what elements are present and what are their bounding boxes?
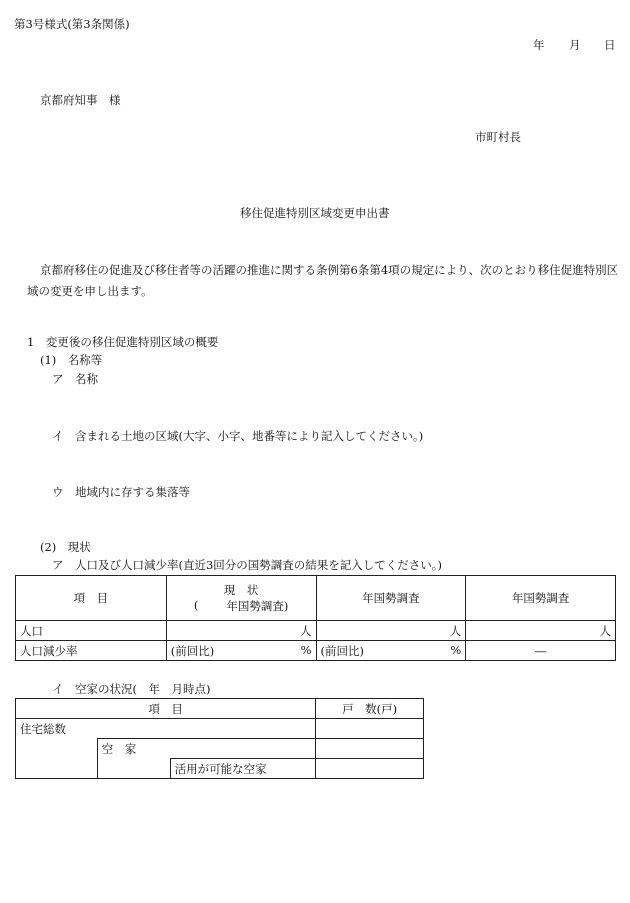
percent-unit: % [300, 642, 312, 657]
unit-person: 人 [166, 621, 316, 641]
vacant-house-table [15, 698, 424, 779]
prev-ratio-label: (前回比) [170, 643, 215, 658]
item-vacant-houses: イ 空家の状況( 年 月時点) [52, 682, 211, 696]
date-day: 日 [604, 38, 616, 52]
row-usable-label: 活用が可能な空家 [170, 759, 316, 779]
form-number: 第3号様式(第3条関係) [14, 17, 130, 31]
prev-ratio-label: (前回比) [320, 643, 364, 658]
table-row [16, 739, 424, 759]
count-cell [316, 739, 424, 759]
date-year: 年 [533, 38, 545, 52]
header-current-paren: ( [193, 598, 199, 612]
document-title: 移住促進特別区域変更申出書 [240, 206, 390, 220]
count-cell [316, 759, 424, 779]
table-row [16, 641, 616, 661]
section1-sub1: (1) 名称等 [40, 353, 103, 367]
header-item: 項 目 [16, 699, 316, 719]
row-population-label: 人口 [16, 621, 167, 641]
item-land-area: イ 含まれる土地の区域(大字、小字、地番等により記入してください。) [52, 429, 424, 443]
table-row [16, 719, 424, 739]
unit-person: 人 [466, 621, 616, 641]
item-name: ア 名称 [52, 372, 98, 386]
header-census-2: 年国勢調査 [466, 576, 616, 621]
table-row [16, 759, 424, 779]
header-census-1: 年国勢調査 [316, 576, 466, 621]
header-count: 戸 数(戸) [316, 699, 424, 719]
table-row [16, 621, 616, 641]
unit-person: 人 [316, 621, 466, 641]
item-settlements: ウ 地域内に存する集落等 [52, 485, 190, 499]
header-current-line1: 現 状 [223, 583, 259, 597]
count-cell [316, 719, 424, 739]
row-vacant-label: 空 家 [97, 739, 315, 759]
row-rate-label: 人口減少率 [16, 641, 167, 661]
header-item: 項 目 [16, 576, 167, 621]
item-population: ア 人口及び人口減少率(直近3回分の国勢調査の結果を記入してください。) [52, 558, 443, 572]
section1-sub2: (2) 現状 [40, 540, 91, 554]
population-table [15, 575, 616, 661]
row-total-label: 住宅総数 [16, 719, 316, 739]
date-month: 月 [569, 38, 581, 52]
percent-unit: % [450, 642, 462, 657]
header-current-line2: 年国勢調査) [226, 599, 289, 613]
body-text: 京都府移住の促進及び移住者等の活躍の推進に関する条例第6条第4項の規定により、次のとおり移住促進特別区域の変更を申し出ます。 [27, 263, 619, 298]
addressee: 京都府知事 様 [40, 93, 121, 107]
header-current [166, 576, 316, 621]
section1-heading: 1 変更後の移住促進特別区域の概要 [27, 335, 219, 349]
sender: 市町村長 [475, 130, 521, 144]
dash-cell: ― [466, 641, 616, 661]
